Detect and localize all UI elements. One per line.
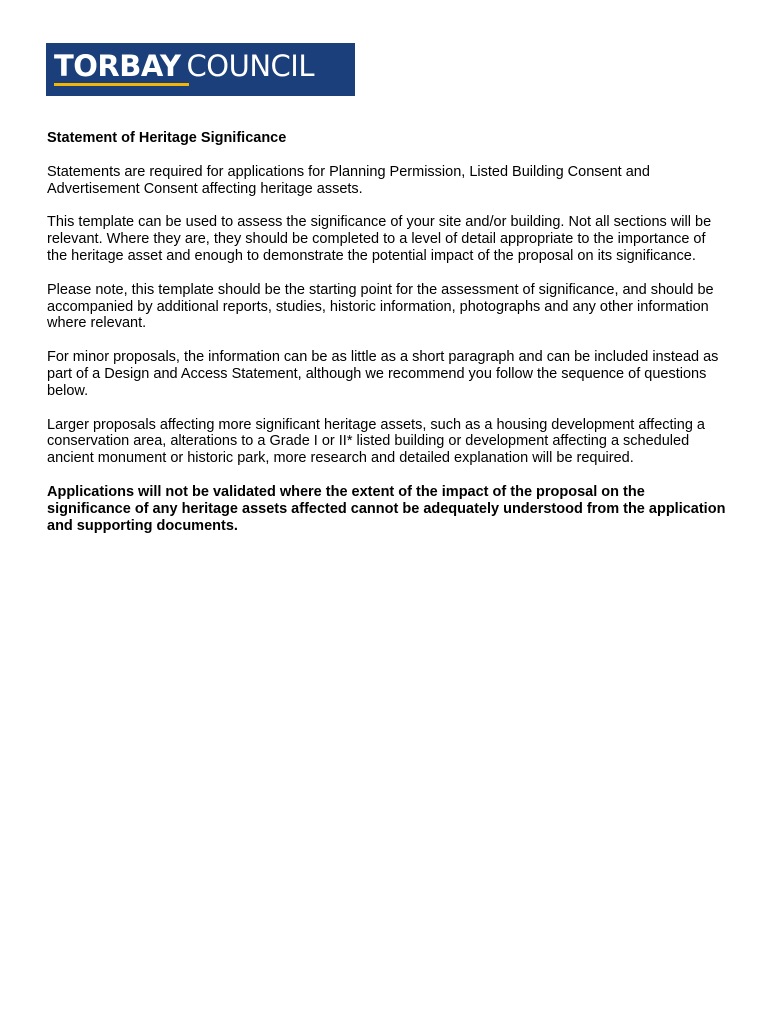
paragraph-template-usage: This template can be used to assess the significance of your site and/or building. Not all sections will be relevant. Where they are, they should be completed to a level of detail appropriate to the importance of the heritage asset and enough to demonstrate the potential impact of the proposal on its significance. <box>47 214 712 264</box>
paragraph-requirements: Statements are required for applications for Planning Permission, Listed Building Consent and Advertisement Consent affecting heritage assets. <box>47 163 650 197</box>
paragraph-larger-proposals: Larger proposals affecting more significant heritage assets, such as a housing development affecting a conservation area, alterations to a Grade I or II* listed building or development affecting a scheduled ancient monument or historic park, more research and detailed explanation will be required. <box>47 416 706 467</box>
paragraph-minor-proposals: For minor proposals, the information can be as little as a short paragraph and can be included instead as part of a Design and Access Statement, although we recommend you follow the sequence of questions below. <box>47 349 719 399</box>
logo-word-council: COUNCIL <box>186 49 314 83</box>
logo-accent-underline <box>54 83 189 86</box>
document-body <box>47 130 727 534</box>
paragraph-starting-point: Please note, this template should be the starting point for the assessment of significance, and should be accompanied by additional reports, studies, historic information, photographs and any other information where relevant. <box>47 281 714 332</box>
document-title: Statement of Heritage Significance <box>47 130 287 146</box>
validation-notice: Applications will not be validated where the extent of the impact of the proposal on the significance of any heritage assets affected cannot be adequately understood from the application and supporting documents. <box>47 483 726 534</box>
logo-text <box>54 49 314 83</box>
torbay-council-logo <box>46 43 355 96</box>
logo-word-torbay: TORBAY <box>54 49 181 83</box>
